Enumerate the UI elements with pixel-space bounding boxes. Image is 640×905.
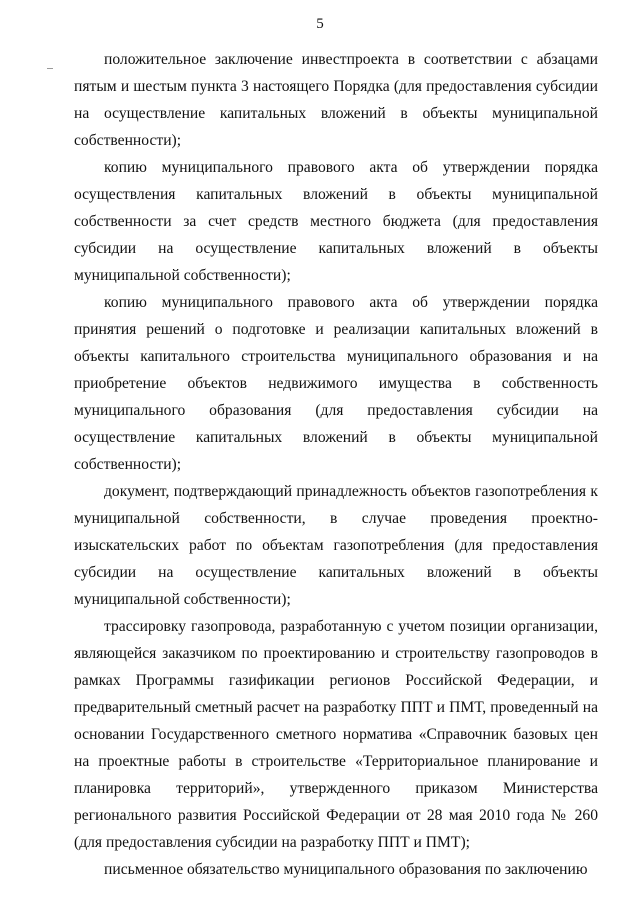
paragraph-written-obligation: письменное обязательство муниципального образования по заключению bbox=[104, 861, 588, 878]
paragraph-capital-investment-procedure: копию муниципального правового акта об утверждении порядка осуществления капитальных вложений в объекты муниципальной собственности за счет средств местного бюджета (для предоставления субсидии на осуществление капитальных вложений в объекты муниципальной собственности); bbox=[74, 159, 598, 284]
paragraph-gas-pipeline-tracing: трассировку газопровода, разработанную с учетом позиции организации, являющейся заказчиком по проектированию и строительству газопроводов в рамках Программы газификации регионов Российской Федерации, и предварительный сметный расчет на разработку ППТ и ПМТ, проведенный на основании Государственного сметного норматива «Справочник базовых цен на проектные работы в строительстве «Территориальное планирование и планировка территорий», утвержденного приказом Министерства регионального развития Российской Федерации от 28 мая 2010 года № 260 (для предоставления субсидии на разработку ППТ и ПМТ); bbox=[74, 618, 598, 851]
paragraph-decision-procedure: копию муниципального правового акта об утверждении порядка принятия решений о подготовке и реализации капитальных вложений в объекты капитального строительства муниципального образования и на приобретение объектов недвижимого имущества в собственность муниципального образования (для предоставления субсидии на осуществление капитальных вложений в объекты муниципальной собственности); bbox=[74, 294, 598, 473]
paragraph-investproject-conclusion: положительное заключение инвестпроекта в соответствии с абзацами пятым и шестым пункта 3 настоящего Порядка (для предоставления субсидии на осуществление капитальных вложений в объекты муниципальной собственности); bbox=[74, 51, 598, 149]
document-body bbox=[74, 46, 598, 883]
page-number: 5 bbox=[316, 16, 324, 32]
margin-mark bbox=[47, 68, 53, 69]
paragraph-gas-objects-ownership: документ, подтверждающий принадлежность объектов газопотребления к муниципальной собственности, в случае проведения проектно-изыскательских работ по объектам газопотребления (для предоставления субсидии на осуществление капитальных вложений в объекты муниципальной собственности); bbox=[74, 483, 598, 608]
